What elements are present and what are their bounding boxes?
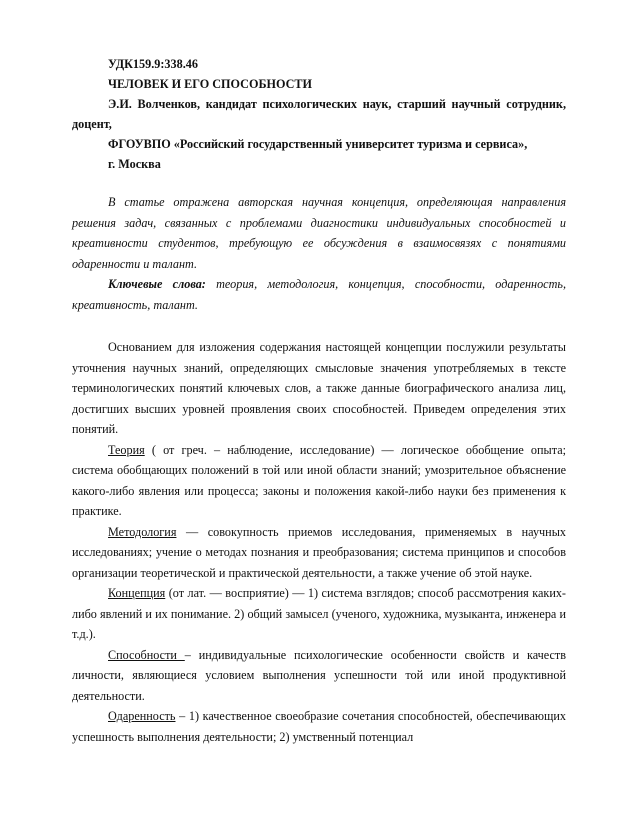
definition-giftedness	[72, 706, 566, 747]
definition-text: – 1) качественное своеобразие сочетания способностей, обеспечивающих успешность выполнения деятельности; 2) умственный потенциал	[72, 709, 566, 744]
definition-text: ( от греч. – наблюдение, исследование) — логическое обобщение опыта; система обобщающих положений в той или иной области знаний; умозрительное объяснение какого-либо явления или процесса; законы и положения какой-либо науки без применения к практике.	[72, 442, 566, 518]
article-title: ЧЕЛОВЕК И ЕГО СПОСОБНОСТИ	[108, 77, 313, 91]
abstract: В статье отражена авторская научная концепция, определяющая направления решения задач, связанных с проблемами диагностики индивидуальных способностей и креативности студентов, требующую ее обсуждения в взаимосвязях с понятиями одаренности и талант.	[72, 195, 566, 271]
definition-methodology	[72, 522, 566, 584]
definition-concept	[72, 583, 566, 645]
definition-abilities	[72, 645, 566, 707]
term-giftedness: Одаренность	[108, 709, 176, 723]
organization-line: ФГОУВПО «Российский государственный университет туризма и сервиса»,	[108, 137, 528, 151]
term-theory: Теория	[108, 442, 145, 457]
keywords	[72, 274, 566, 315]
keywords-list: теория, методология, концепция, способности, одаренность, креативность, талант.	[72, 277, 566, 312]
term-concept: Концепция	[108, 586, 166, 600]
city-line: г. Москва	[108, 157, 161, 171]
definition-text: – индивидуальные психологические особенности свойств и качеств личности, являющиеся условием выполнения успешности той или иной продуктивной деятельности.	[72, 647, 566, 703]
keywords-label: Ключевые слова:	[108, 277, 206, 291]
definition-theory	[72, 440, 566, 522]
term-methodology: Методология	[108, 524, 177, 539]
intro-paragraph: Основанием для изложения содержания настоящей концепции послужили результаты уточнения научных знаний, определяющих смысловые значения употребляемых в тексте терминологических понятий ключевых слов, а также данные биографического анализа лиц, достигших высших уровней проявления своих способностей. Приведем определения этих понятий.	[72, 340, 566, 436]
udc-code: УДК159.9:338.46	[108, 57, 198, 71]
author-line: Э.И. Волченков, кандидат психологических наук, старший научный сотрудник, доцент,	[72, 97, 566, 131]
definition-text: (от лат. — восприятие) — 1) система взглядов; способ рассмотрения каких- либо явлений и их понимание. 2) общий замысел (ученого, художника, музыканта, инженера и т.д.).	[72, 586, 566, 641]
definition-text: — совокупность приемов исследования, применяемых в научных исследованиях; учение о методах познания и преобразования; система принципов и способов организации теоретической и практической деятельности, а также учение об этой науке.	[72, 524, 566, 580]
term-abilities: Способности	[108, 647, 185, 662]
